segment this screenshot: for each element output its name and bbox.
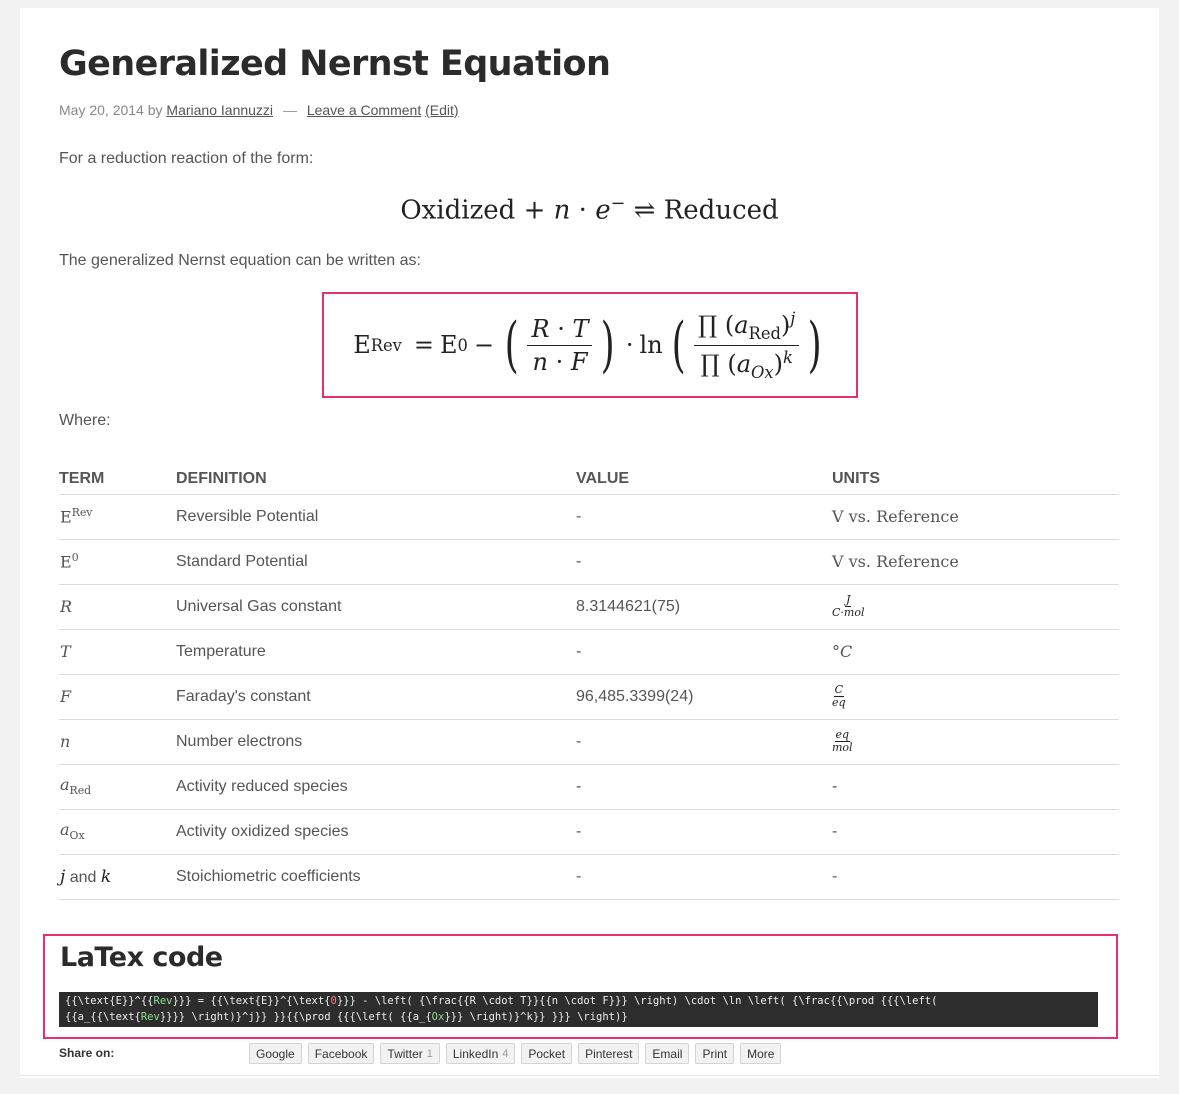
right-paren-icon: ) [601, 310, 616, 380]
term-and: and [69, 868, 97, 886]
table-header-row [59, 460, 1119, 494]
value-cell: - [576, 494, 832, 539]
eq-e-rev: E [353, 331, 371, 359]
header-definition: DEFINITION [176, 460, 576, 494]
value-cell: - [576, 629, 832, 674]
units-cell: - [832, 764, 1119, 809]
reaction-equation [20, 194, 1159, 226]
definition-cell: Activity reduced species [176, 764, 576, 809]
value-cell: - [576, 539, 832, 584]
term-sub: Ox [69, 829, 85, 843]
eq-equals: = [413, 331, 435, 359]
code-token: }}}} \right)}^j}} }}{{\prod {{{\left( {{a_{ [159, 1011, 432, 1023]
eq-ox-sub: Ox [751, 362, 774, 382]
eq-minus: − [473, 331, 495, 359]
eq-n: n [532, 347, 548, 376]
eq-zero-sup: 0 [457, 335, 468, 355]
equilibrium-arrow-icon: ⇌ [633, 195, 656, 226]
left-paren-icon: ( [504, 310, 519, 380]
term-j: j [60, 866, 66, 887]
terms-table [59, 460, 1119, 900]
term-k: k [100, 866, 112, 887]
units-denominator: eq [832, 696, 846, 709]
table-row [59, 539, 1119, 584]
code-token: Rev [153, 995, 173, 1007]
term-cell: T [59, 629, 176, 674]
code-token: 0 [330, 995, 337, 1007]
eq-k: k [782, 347, 793, 367]
term-symbol: E [60, 507, 72, 527]
table-row [59, 854, 1119, 899]
header-units: UNITS [832, 460, 1119, 494]
divider [20, 1075, 1159, 1076]
units-cell: °C [832, 629, 1119, 674]
eq-rt-over-nf [527, 315, 592, 376]
post-meta [59, 102, 459, 118]
eq-rev-sup: Rev [370, 335, 402, 355]
right-paren-icon: ) [808, 310, 823, 380]
where-paragraph: Where: [59, 412, 111, 429]
table-row [59, 809, 1119, 854]
table-row [59, 584, 1119, 629]
term-cell [59, 539, 176, 584]
share-buttons [249, 1043, 781, 1064]
meta-separator: — [282, 102, 297, 118]
table-row [59, 719, 1119, 764]
reaction-oxidized: Oxidized [400, 195, 516, 226]
share-button-label: Twitter [387, 1046, 423, 1061]
term-cell [59, 854, 176, 899]
share-count: 4 [502, 1047, 509, 1060]
table-row [59, 674, 1119, 719]
units-cell [832, 719, 1119, 764]
units-numerator: C [834, 683, 843, 697]
code-line [65, 1009, 1092, 1025]
value-cell: 96,485.3399(24) [576, 674, 832, 719]
latex-heading: LaTex code [60, 942, 223, 973]
nernst-equation-highlight [322, 292, 858, 398]
value-cell: - [576, 854, 832, 899]
share-label: Share on: [59, 1046, 115, 1060]
units-numerator: J [846, 593, 851, 607]
share-email-button[interactable] [645, 1043, 689, 1064]
post-date[interactable]: May 20, 2014 [59, 102, 144, 118]
share-pocket-button[interactable] [521, 1043, 572, 1064]
code-token: {{a_{{\text{ [65, 1011, 141, 1023]
term-cell: n [59, 719, 176, 764]
term-cell [59, 494, 176, 539]
edit-link[interactable]: (Edit) [425, 102, 459, 118]
definition-cell: Stoichiometric coefficients [176, 854, 576, 899]
eq-r: R [531, 314, 550, 343]
share-button-label: LinkedIn [452, 1046, 499, 1061]
eq-activity-ratio: $\frac{\prod (a_{Red})^j}{\prod (a_{Ox})^k}$ [694, 309, 799, 382]
product-icon: ∏ [700, 349, 720, 378]
code-token: Ox [431, 1011, 445, 1023]
value-cell: - [576, 764, 832, 809]
by-label: by [147, 102, 163, 118]
code-token: }}} - \left( {\frac{{R \cdot T}}{{n \cdot F}}} \right) \cdot \ln \left( {\frac{{\prod {{{\left( [336, 995, 938, 1007]
reaction-plus: + [523, 195, 546, 226]
product-icon: ∏ [698, 310, 718, 339]
intro-paragraph: For a reduction reaction of the form: [59, 150, 314, 167]
eq-j: j [790, 308, 796, 328]
share-count: 1 [426, 1047, 433, 1060]
eq-ln: ln [639, 331, 663, 359]
term-cell [59, 764, 176, 809]
definition-cell: Standard Potential [176, 539, 576, 584]
units-denominator: mol [832, 741, 853, 754]
eq-e-zero: E [440, 331, 458, 359]
term-cell: F [59, 674, 176, 719]
term-sub: Red [69, 784, 92, 798]
term-sup: Rev [71, 506, 93, 520]
units-cell: V vs. Reference [832, 539, 1119, 584]
eq-t: T [572, 314, 589, 343]
share-linkedin-button[interactable] [446, 1043, 516, 1064]
units-cell: - [832, 809, 1119, 854]
units-cell: - [832, 854, 1119, 899]
definition-cell: Faraday's constant [176, 674, 576, 719]
definition-cell: Universal Gas constant [176, 584, 576, 629]
share-print-button[interactable] [695, 1043, 734, 1064]
latex-code-highlight [43, 934, 1118, 1039]
value-cell: - [576, 809, 832, 854]
share-button-label: More [747, 1046, 775, 1061]
definition-cell: Activity oxidized species [176, 809, 576, 854]
table-row [59, 629, 1119, 674]
definition-cell: Temperature [176, 629, 576, 674]
eq-f: F [570, 347, 588, 376]
code-token: }}} = {{\text{E}}^{\text{ [172, 995, 331, 1007]
share-facebook-button[interactable] [308, 1043, 375, 1064]
left-paren-icon: ( [671, 310, 686, 380]
units-cell: V vs. Reference [832, 494, 1119, 539]
reaction-electron: e [595, 195, 611, 226]
value-cell: 8.3144621(75) [576, 584, 832, 629]
value-cell: - [576, 719, 832, 764]
table-row [59, 494, 1119, 539]
code-line [65, 993, 1092, 1009]
units-fraction [832, 594, 864, 618]
latex-code-block[interactable] [59, 992, 1098, 1027]
share-button-label: Email [652, 1046, 683, 1061]
eq-a: a [736, 349, 752, 378]
author-link[interactable]: Mariano Iannuzzi [166, 102, 274, 118]
reaction-n: n [553, 195, 571, 226]
units-cell [832, 584, 1119, 629]
share-button-label: Facebook [314, 1046, 368, 1061]
units-cell [832, 674, 1119, 719]
share-more-button[interactable] [740, 1043, 781, 1064]
share-pinterest-button[interactable] [578, 1043, 639, 1064]
share-button-label: Print [702, 1046, 728, 1061]
term-cell: R [59, 584, 176, 629]
share-button-label: Pinterest [585, 1046, 633, 1061]
share-button-label: Pocket [528, 1046, 566, 1061]
term-sup: 0 [71, 551, 79, 565]
term-symbol: a [60, 775, 70, 795]
table-row [59, 764, 1119, 809]
units-fraction [832, 729, 853, 753]
code-token: }}} \right)}^k}} }}} \right)} [444, 1011, 628, 1023]
eq-dot: · [555, 347, 564, 376]
reaction-reduced: Reduced [663, 195, 779, 226]
leave-comment-link[interactable]: Leave a Comment [306, 102, 422, 118]
eq-red-sub: Red [748, 323, 781, 343]
units-denominator: C·mol [832, 606, 865, 619]
header-term: TERM [59, 460, 176, 494]
term-symbol: E [60, 552, 72, 572]
eq-dot: · [557, 314, 565, 343]
definition-cell: Number electrons [176, 719, 576, 764]
code-token: Rev [140, 1011, 160, 1023]
post-title: Generalized Nernst Equation [59, 44, 611, 84]
reaction-dot: · [578, 195, 587, 226]
generalized-paragraph: The generalized Nernst equation can be written as: [59, 252, 421, 269]
eq-dot: · [625, 331, 634, 359]
units-fraction [832, 684, 846, 708]
share-google-button[interactable] [249, 1043, 302, 1064]
nernst-equation [324, 294, 856, 396]
share-twitter-button[interactable] [380, 1043, 439, 1064]
term-symbol: a [60, 820, 70, 840]
reaction-electron-charge: − [610, 194, 626, 214]
eq-a: a [734, 310, 749, 339]
term-cell [59, 809, 176, 854]
share-button-label: Google [256, 1046, 295, 1061]
post-card [20, 8, 1159, 1078]
units-numerator: eq [835, 728, 850, 742]
definition-cell: Reversible Potential [176, 494, 576, 539]
header-value: VALUE [576, 460, 832, 494]
code-token: {{\text{E}}^{{ [65, 995, 154, 1007]
